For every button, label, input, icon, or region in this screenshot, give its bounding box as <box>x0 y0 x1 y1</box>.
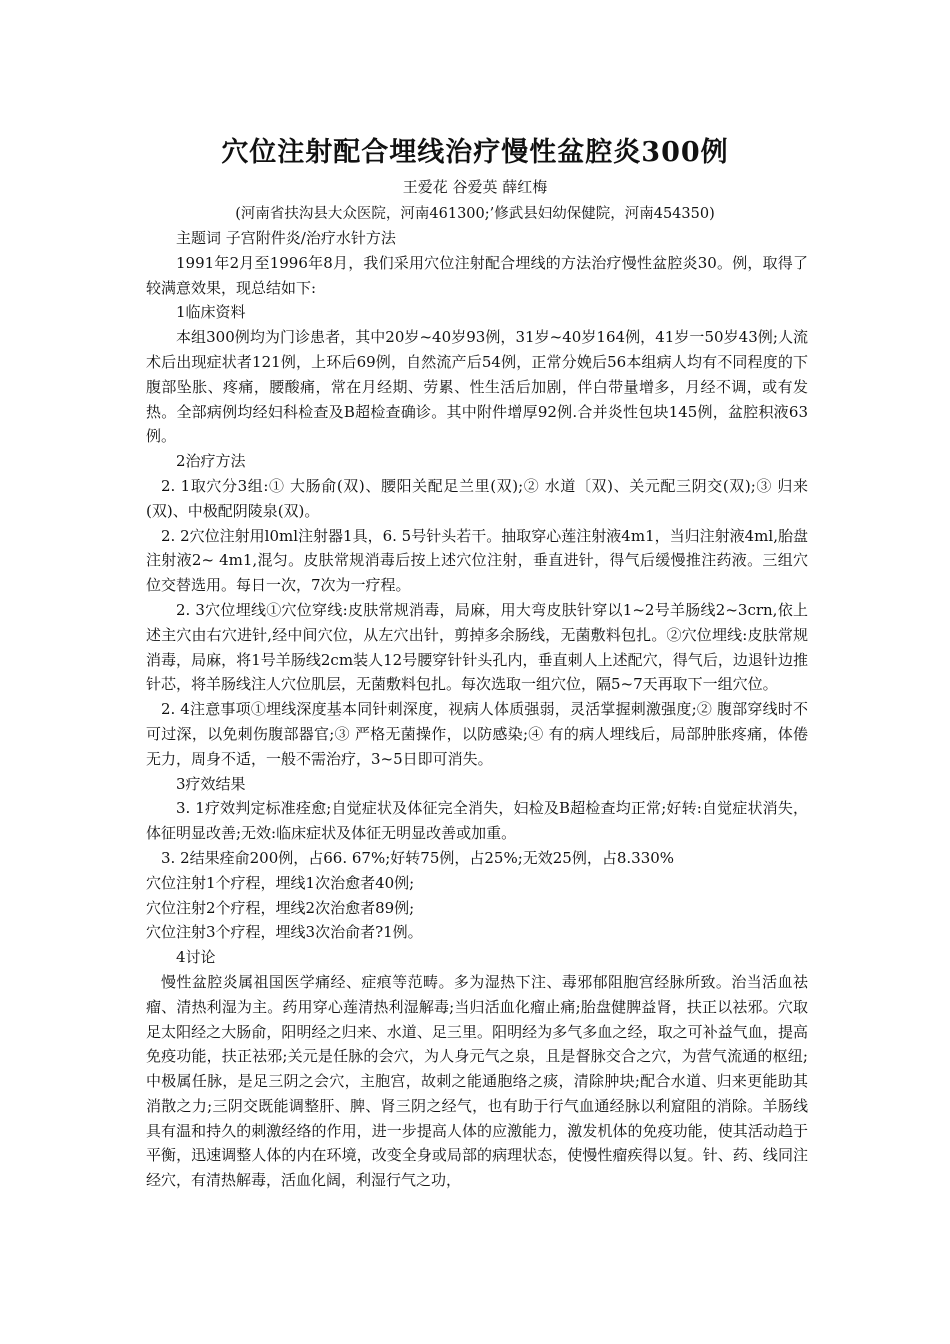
paragraph: 穴位注射2个疗程，埋线2次治愈者89例; <box>146 898 415 917</box>
paragraph: 本组300例均为门诊患者，其中20岁~40岁93例，31岁~40岁164例，41岁一50岁43例;人流术后出现症状者121例，上环后69例，自然流产后54例，正常分娩后56本组病人均有不同程度的下腹部坠胀、疼痛，腰酸痛，常在月经期、劳累、性生活后加剧，伴白带量增多，月经不调，或有发热。全部病例均经妇科检查及B超检查确诊。其中附件增厚92例.合并炎性包块145例，盆腔积液63例。 <box>146 328 808 446</box>
paragraph: 2. 3穴位埋线①穴位穿线:皮肤常规消毒，局麻，用大弯皮肤针穿以1~2号羊肠线2~3crn,依上述主穴由右穴进针,经中间穴位，从左穴出针，剪掉多余肠线，无菌敷料包扎。②穴位埋线:皮肤常规消毒，局麻，将1号羊肠线2cm装人12号腰穿针针头孔内，垂直刺人上述配穴，得气后，边退针边推针芯，将羊肠线注人穴位肌层，无菌敷料包扎。每次选取一组穴位，隔5~7天再取下一组穴位。 <box>146 600 808 694</box>
author-list: 王爱花 谷爱英 薛红梅 <box>402 178 548 196</box>
paragraph: 主题词 子宫附件炎/治疗水针方法 <box>176 229 396 247</box>
paragraph: 4讨论 <box>176 948 216 967</box>
paragraph: 2. 2穴位注射用l0ml注射器1具，6. 5号针头若干。抽取穿心莲注射液4m1，当归注射液4ml,胎盘注射液2~ 4m1,混匀。皮肤常规消毒后按上述穴位注射，垂直进针，得气后缓慢推注药液。三组穴位交替选用。每日一次，7次为一疗程。 <box>146 526 808 595</box>
paper-title: 穴位注射配合埋线治疗慢性盆腔炎300例 <box>221 137 729 168</box>
paragraph: 2. 4注意事项①埋线深度基本同针刺深度，视病人体质强弱，灵活掌握刺激强度;② 腹部穿线时不可过深，以免刺伤腹部器官;③ 严格无菌操作，以防感染;④ 有的病人埋线后，局部肿胀疼痛，体倦无力，周身不适，一般不需治疗，3~5日即可消失。 <box>146 700 808 768</box>
paragraph: 穴位注射3个疗程，埋线3次治俞者?1例。 <box>146 923 423 942</box>
paragraph: 2治疗方法 <box>176 452 246 471</box>
paragraph: 3. 1疗效判定标准痊愈;自觉症状及体征完全消失，妇检及B超检查均正常;好转:自觉症状消失，体征明显改善;无效:临床症状及体征无明显改善或加重。 <box>146 799 808 843</box>
paragraph: 3. 2结果痊俞200例，占66. 67%;好转75例，占25%;无效25例，占8.330% <box>161 848 675 867</box>
paragraph: 1临床资料 <box>176 303 246 322</box>
paragraph: 穴位注射1个疗程，埋线1次治愈者40例; <box>146 873 415 892</box>
paragraph: 2. 1取穴分3组:① 大肠俞(双)、腰阳关配足兰里(双);② 水道〔双)、关元配三阴交(双);③ 归来(双)、中极配阴陵泉(双)。 <box>146 476 808 520</box>
paragraph: 3疗效结果 <box>176 774 246 793</box>
affiliation: (河南省扶沟县大众医院，河南461300;’修武县妇幼保健院，河南454350) <box>235 206 715 222</box>
article-body <box>146 226 808 1193</box>
paragraph: 慢性盆腔炎属祖国医学痛经、症痕等范畴。多为湿热下注、毒邪郁阻胞宫经脉所致。治当活血祛瘤、清热利湿为主。药用穿心莲清热利湿解毒;当归活血化瘤止痛;胎盘健脾益肾，扶正以祛邪。穴取足太阳经之大肠俞，阳明经之归来、水道、足三里。阳明经为多气多血之经，取之可补益气血，提高免疫功能，扶正祛邪;关元是任脉的会穴，为人身元气之泉，且是督脉交合之穴，为营气流通的枢纽;中极属任脉，是足三阴之会穴，主胞宫，故刺之能通胞络之痰，清除肿块;配合水道、归来更能助其消散之力;三阴交既能调整肝、脾、肾三阴之经气，也有助于行气血通经脉以利窟阻的消除。羊肠线具有温和持久的刺激经络的作用，进一步提高人体的应激能力，激发机体的免疫功能，使其活动趋于平衡，迅速调整人体的内在环境，改变全身或局部的病理状态，使慢性瘤疾得以复。针、药、线同注经穴，有清热解毒，活血化阔，利湿行气之功， <box>146 972 808 1190</box>
paragraph: 1991年2月至1996年8月，我们采用穴位注射配合埋线的方法治疗慢性盆腔炎30。例，取得了较满意效果，现总结如下: <box>146 253 808 297</box>
